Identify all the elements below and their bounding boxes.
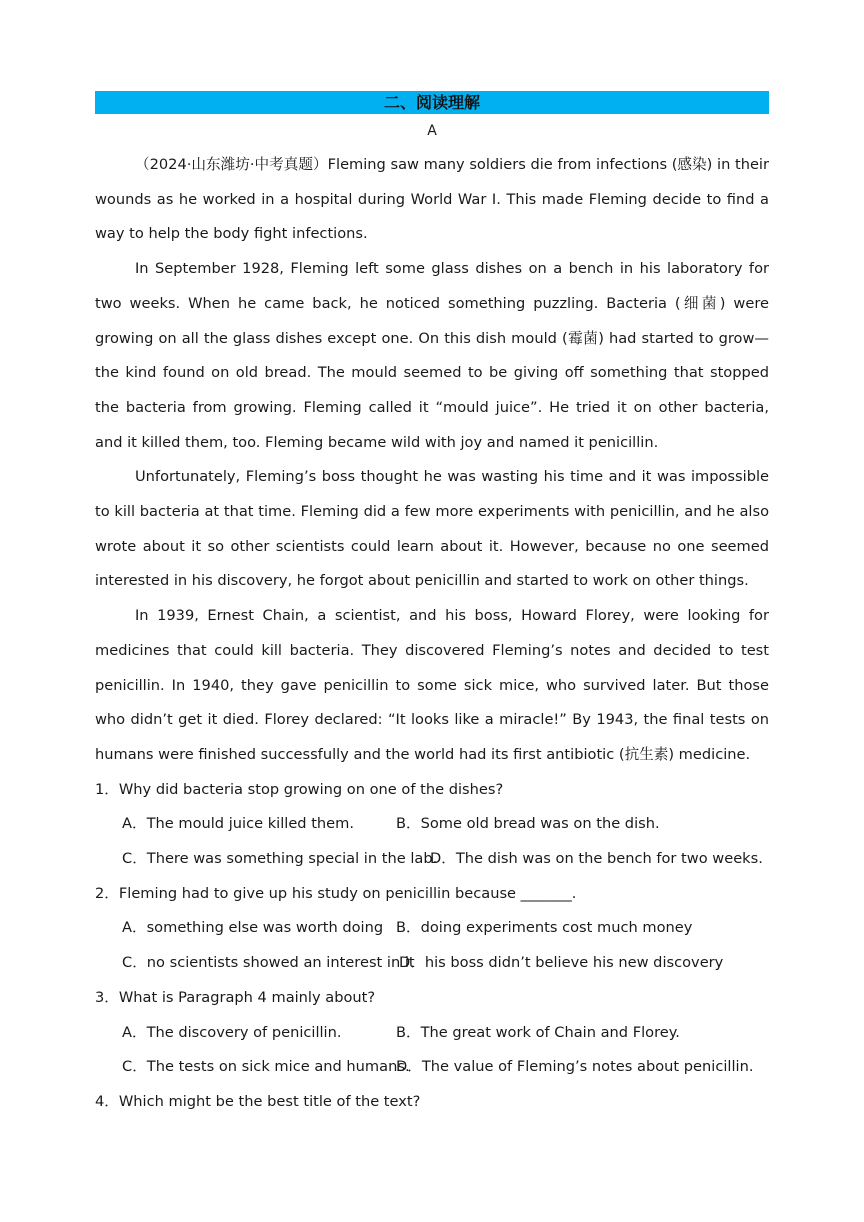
option-row [95, 946, 769, 981]
option-a[interactable]: A．The mould juice killed them. [122, 815, 355, 833]
paragraph-1: （2024·山东潍坊·中考真题）Fleming saw many soldiers die from infections (感染) in their wounds as he worked in a hospital during World War I. This made Fleming decide to find a way to help the body fight infections. [95, 156, 769, 243]
question-stem: 1．Why did bacteria stop growing on one of the dishes? [95, 780, 504, 798]
option-c[interactable]: C．The tests on sick mice and humans. [122, 1058, 410, 1076]
option-d[interactable]: D．The dish was on the bench for two weeks. [430, 850, 763, 868]
paragraph-2: In September 1928, Fleming left some glass dishes on a bench in his laboratory for two weeks. When he came back, he noticed something puzzling. Bacteria (细菌) were growing on all the glass dishes except one. On this dish mould (霉菌) had started to grow—the kind found on old bread. The mould seemed to be giving off something that stopped the bacteria from growing. Fleming called it “mould juice”. He tried it on other bacteria, and it killed them, too. Fleming became wild with joy and named it penicillin. [95, 260, 769, 451]
question-2 [95, 877, 769, 981]
question-3 [95, 981, 769, 1085]
question-1 [95, 773, 769, 877]
option-row [95, 842, 769, 877]
option-b[interactable]: B．Some old bread was on the dish. [396, 815, 660, 833]
paragraph-4: In 1939, Ernest Chain, a scientist, and his boss, Howard Florey, were looking for medicines that could kill bacteria. They discovered Fleming’s notes and decided to test penicillin. In 1940, they gave penicillin to some sick mice, who survived later. But those who didn’t get it died. Florey declared: “It looks like a miracle!” By 1943, the final tests on humans were finished successfully and the world had its first antibiotic (抗生素) medicine. [95, 607, 769, 763]
option-row [95, 1050, 769, 1085]
option-d[interactable]: D．his boss didn’t believe his new discovery [399, 954, 724, 972]
option-c[interactable]: C．no scientists showed an interest in it [122, 954, 415, 972]
question-4 [95, 1085, 769, 1120]
paragraph-3: Unfortunately, Fleming’s boss thought he was wasting his time and it was impossible to kill bacteria at that time. Fleming did a few more experiments with penicillin, and he also wrote about it so other scientists could learn about it. However, because no one seemed interested in his discovery, he forgot about penicillin and started to work on other things. [95, 468, 769, 590]
option-row [95, 807, 769, 842]
option-b[interactable]: B．The great work of Chain and Florey. [396, 1023, 680, 1041]
question-stem: 3．What is Paragraph 4 mainly about? [95, 988, 376, 1006]
passage-label: A [427, 123, 437, 139]
section-header-bar [95, 91, 769, 114]
option-c[interactable]: C．There was something special in the lab. [122, 850, 438, 868]
option-row [95, 911, 769, 946]
section-title: 二、阅读理解 [383, 93, 480, 112]
option-row [95, 1016, 769, 1051]
option-d[interactable]: D．The value of Fleming’s notes about penicillin. [396, 1058, 754, 1076]
option-a[interactable]: A．The discovery of penicillin. [122, 1023, 342, 1041]
question-stem: 2．Fleming had to give up his study on penicillin because _______. [95, 884, 577, 902]
option-b[interactable]: B．doing experiments cost much money [396, 919, 693, 937]
question-stem: 4．Which might be the best title of the text? [95, 1092, 421, 1110]
document-page [95, 91, 769, 1120]
option-a[interactable]: A．something else was worth doing [122, 919, 384, 937]
